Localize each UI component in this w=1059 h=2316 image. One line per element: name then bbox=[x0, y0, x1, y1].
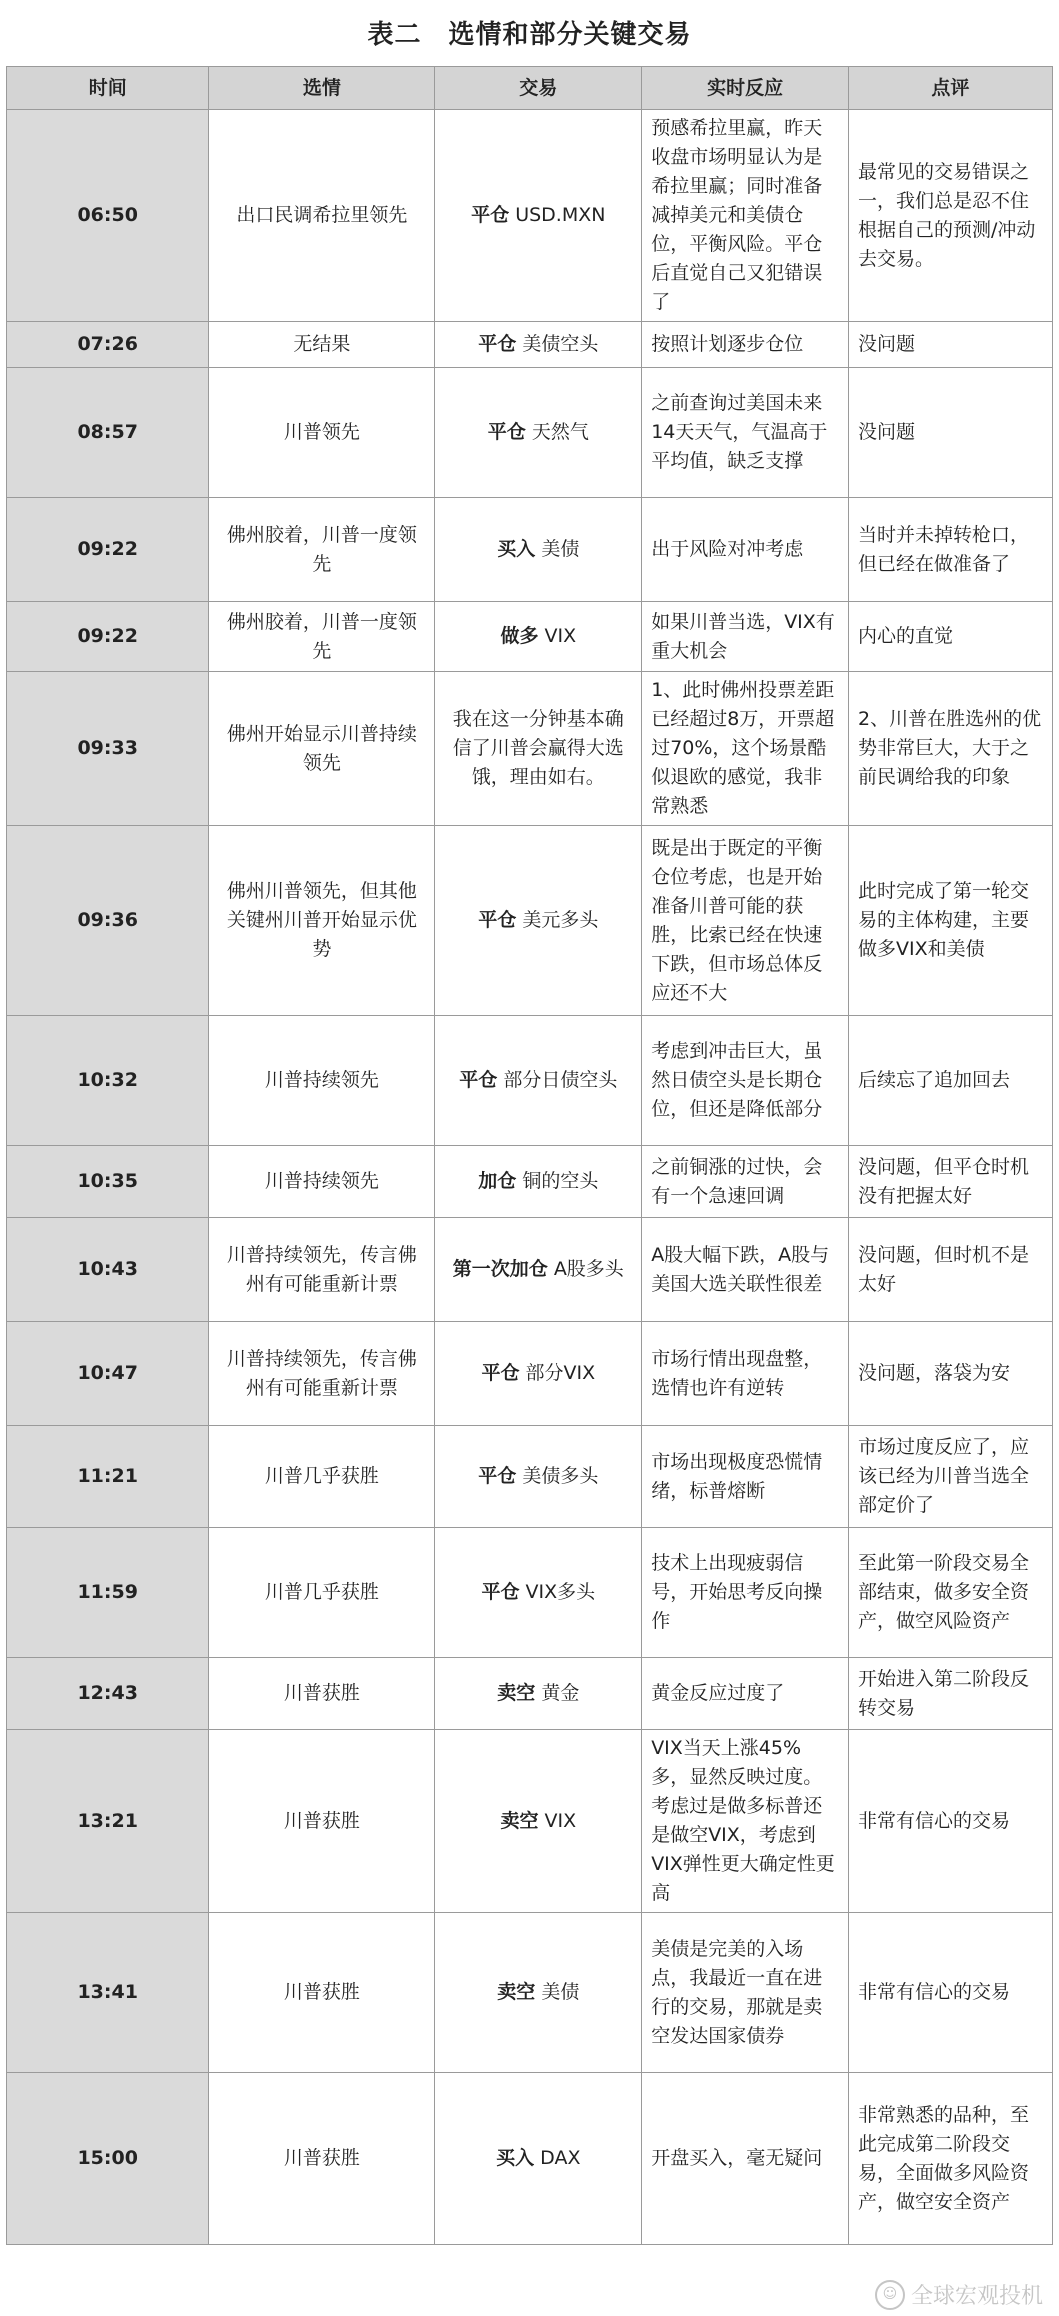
table-row bbox=[7, 2073, 1053, 2245]
trade-target: 天然气 bbox=[531, 421, 589, 443]
page-title: 表二 选情和部分关键交易 bbox=[367, 20, 692, 50]
comment-cell: 内心的直觉 bbox=[848, 602, 1052, 672]
trade-target: VIX bbox=[544, 625, 577, 647]
reaction-cell: A股大幅下跌，A股与美国大选关联性很差 bbox=[642, 1218, 849, 1322]
time-cell: 06:50 bbox=[7, 110, 209, 322]
trade-target: 部分VIX bbox=[525, 1362, 596, 1384]
trade-target: 美债 bbox=[541, 538, 580, 560]
time-cell: 12:43 bbox=[7, 1658, 209, 1730]
trade-cell bbox=[435, 1016, 642, 1146]
reaction-cell: 之前查询过美国未来14天天气，气温高于平均值，缺乏支撑 bbox=[642, 368, 849, 498]
trade-cell bbox=[435, 1146, 642, 1218]
reaction-cell: 预感希拉里赢，昨天收盘市场明显认为是希拉里赢；同时准备减掉美元和美债仓位，平衡风险。平仓后直觉自己又犯错误了 bbox=[642, 110, 849, 322]
comment-cell: 没问题 bbox=[848, 368, 1052, 498]
time-cell: 10:35 bbox=[7, 1146, 209, 1218]
trade-target: VIX多头 bbox=[525, 1581, 596, 1603]
time-cell: 10:47 bbox=[7, 1322, 209, 1426]
table-row bbox=[7, 1322, 1053, 1426]
comment-cell: 没问题，但时机不是太好 bbox=[848, 1218, 1052, 1322]
trade-cell bbox=[435, 1528, 642, 1658]
trade-cell bbox=[435, 672, 642, 826]
trade-target: 美债空头 bbox=[522, 333, 599, 355]
reaction-cell: 美债是完美的入场点，我最近一直在进行的交易，那就是卖空发达国家债券 bbox=[642, 1913, 849, 2073]
table-row bbox=[7, 368, 1053, 498]
trade-action: 平仓 bbox=[478, 1465, 517, 1487]
table-row bbox=[7, 1730, 1053, 1913]
time-cell: 09:22 bbox=[7, 498, 209, 602]
comment-cell: 市场过度反应了，应该已经为川普当选全部定价了 bbox=[848, 1426, 1052, 1528]
time-cell: 13:21 bbox=[7, 1730, 209, 1913]
trade-target: 我在这一分钟基本确信了川普会赢得大选饿，理由如右。 bbox=[452, 708, 624, 788]
trade-cell bbox=[435, 1218, 642, 1322]
trade-cell bbox=[435, 1426, 642, 1528]
time-cell: 07:26 bbox=[7, 322, 209, 368]
trade-target: DAX bbox=[540, 2147, 581, 2169]
comment-cell: 没问题 bbox=[848, 322, 1052, 368]
comment-cell: 开始进入第二阶段反转交易 bbox=[848, 1658, 1052, 1730]
comment-cell: 非常有信心的交易 bbox=[848, 1730, 1052, 1913]
reaction-cell: 如果川普当选，VIX有重大机会 bbox=[642, 602, 849, 672]
trades-table bbox=[6, 66, 1053, 2245]
situation-cell: 佛州川普领先，但其他关键州川普开始显示优势 bbox=[209, 826, 435, 1016]
reaction-cell: 出于风险对冲考虑 bbox=[642, 498, 849, 602]
time-cell: 10:43 bbox=[7, 1218, 209, 1322]
reaction-cell: 之前铜涨的过快，会有一个急速回调 bbox=[642, 1146, 849, 1218]
table-header-row bbox=[7, 67, 1053, 110]
trade-target: 美元多头 bbox=[522, 909, 599, 931]
situation-cell: 佛州胶着，川普一度领先 bbox=[209, 602, 435, 672]
trade-target: 黄金 bbox=[541, 1682, 580, 1704]
comment-cell: 没问题，但平仓时机没有把握太好 bbox=[848, 1146, 1052, 1218]
trade-action: 平仓 bbox=[481, 1581, 520, 1603]
reaction-cell: 考虑到冲击巨大，虽然日债空头是长期仓位，但还是降低部分 bbox=[642, 1016, 849, 1146]
trade-target: 美债 bbox=[541, 1981, 580, 2003]
trade-action: 平仓 bbox=[478, 909, 517, 931]
trade-cell bbox=[435, 602, 642, 672]
reaction-cell: 既是出于既定的平衡仓位考虑，也是开始准备川普可能的获胜，比索已经在快速下跌，但市场总体反应还不大 bbox=[642, 826, 849, 1016]
trade-cell bbox=[435, 368, 642, 498]
trade-cell bbox=[435, 2073, 642, 2245]
reaction-cell: 1、此时佛州投票差距已经超过8万，开票超过70%，这个场景酷似退欧的感觉，我非常熟悉 bbox=[642, 672, 849, 826]
reaction-cell: 市场行情出现盘整，选情也许有逆转 bbox=[642, 1322, 849, 1426]
trade-cell bbox=[435, 826, 642, 1016]
comment-cell: 至此第一阶段交易全部结束，做多安全资产，做空风险资产 bbox=[848, 1528, 1052, 1658]
comment-cell: 非常有信心的交易 bbox=[848, 1913, 1052, 2073]
comment-cell: 当时并未掉转枪口，但已经在做准备了 bbox=[848, 498, 1052, 602]
time-cell: 10:32 bbox=[7, 1016, 209, 1146]
trade-action: 平仓 bbox=[481, 1362, 520, 1384]
situation-cell: 川普持续领先 bbox=[209, 1016, 435, 1146]
time-cell: 09:33 bbox=[7, 672, 209, 826]
table-row bbox=[7, 1146, 1053, 1218]
situation-cell: 川普持续领先，传言佛州有可能重新计票 bbox=[209, 1218, 435, 1322]
column-header-comment: 点评 bbox=[848, 67, 1052, 110]
table-row bbox=[7, 672, 1053, 826]
watermark bbox=[875, 2279, 1043, 2310]
reaction-cell: VIX当天上涨45%多，显然反映过度。考虑过是做多标普还是做空VIX，考虑到VIX弹性更大确定性更高 bbox=[642, 1730, 849, 1913]
situation-cell: 川普持续领先，传言佛州有可能重新计票 bbox=[209, 1322, 435, 1426]
comment-cell: 后续忘了追加回去 bbox=[848, 1016, 1052, 1146]
table-row bbox=[7, 1016, 1053, 1146]
column-header-situation: 选情 bbox=[209, 67, 435, 110]
comment-cell: 2、川普在胜选州的优势非常巨大，大于之前民调给我的印象 bbox=[848, 672, 1052, 826]
comment-cell: 非常熟悉的品种，至此完成第二阶段交易，全面做多风险资产，做空安全资产 bbox=[848, 2073, 1052, 2245]
column-header-trade: 交易 bbox=[435, 67, 642, 110]
trade-action: 买入 bbox=[497, 538, 536, 560]
trade-target: VIX bbox=[544, 1809, 577, 1832]
trade-cell bbox=[435, 1913, 642, 2073]
watermark-text: 全球宏观投机 bbox=[910, 2284, 1043, 2309]
trade-cell bbox=[435, 322, 642, 368]
reaction-cell: 开盘买入，毫无疑问 bbox=[642, 2073, 849, 2245]
trade-cell bbox=[435, 498, 642, 602]
time-cell: 09:22 bbox=[7, 602, 209, 672]
trade-cell bbox=[435, 1730, 642, 1913]
trade-action: 卖空 bbox=[500, 1809, 539, 1832]
time-cell: 08:57 bbox=[7, 368, 209, 498]
table-row bbox=[7, 498, 1053, 602]
trade-action: 第一次加仓 bbox=[452, 1258, 548, 1280]
trade-action: 卖空 bbox=[497, 1981, 536, 2003]
trade-action: 加仓 bbox=[478, 1170, 517, 1192]
table-body bbox=[7, 110, 1053, 2245]
trade-cell bbox=[435, 1322, 642, 1426]
table-row bbox=[7, 1528, 1053, 1658]
reaction-cell: 按照计划逐步仓位 bbox=[642, 322, 849, 368]
time-cell: 13:41 bbox=[7, 1913, 209, 2073]
time-cell: 11:59 bbox=[7, 1528, 209, 1658]
situation-cell: 川普领先 bbox=[209, 368, 435, 498]
time-cell: 11:21 bbox=[7, 1426, 209, 1528]
reaction-cell: 技术上出现疲弱信号，开始思考反向操作 bbox=[642, 1528, 849, 1658]
trade-action: 做多 bbox=[500, 625, 539, 647]
situation-cell: 无结果 bbox=[209, 322, 435, 368]
comment-cell: 没问题，落袋为安 bbox=[848, 1322, 1052, 1426]
trade-action: 卖空 bbox=[497, 1682, 536, 1704]
situation-cell: 川普持续领先 bbox=[209, 1146, 435, 1218]
situation-cell: 川普获胜 bbox=[209, 2073, 435, 2245]
table-row bbox=[7, 1426, 1053, 1528]
time-cell: 09:36 bbox=[7, 826, 209, 1016]
table-row bbox=[7, 322, 1053, 368]
table-row bbox=[7, 602, 1053, 672]
column-header-reaction: 实时反应 bbox=[642, 67, 849, 110]
situation-cell: 佛州开始显示川普持续领先 bbox=[209, 672, 435, 826]
trade-action: 买入 bbox=[496, 2147, 535, 2169]
trade-action: 平仓 bbox=[471, 204, 510, 226]
table-row bbox=[7, 110, 1053, 322]
trade-target: A股多头 bbox=[553, 1258, 624, 1280]
comment-cell: 最常见的交易错误之一，我们总是忍不住根据自己的预测/冲动去交易。 bbox=[848, 110, 1052, 322]
table-row bbox=[7, 1218, 1053, 1322]
wechat-icon: ☺ bbox=[875, 2280, 905, 2310]
situation-cell: 川普获胜 bbox=[209, 1913, 435, 2073]
trade-action: 平仓 bbox=[459, 1069, 498, 1091]
trade-action: 平仓 bbox=[478, 333, 517, 355]
situation-cell: 佛州胶着，川普一度领先 bbox=[209, 498, 435, 602]
trade-target: USD.MXN bbox=[515, 204, 606, 226]
reaction-cell: 黄金反应过度了 bbox=[642, 1658, 849, 1730]
table-row bbox=[7, 826, 1053, 1016]
situation-cell: 川普几乎获胜 bbox=[209, 1426, 435, 1528]
situation-cell: 川普获胜 bbox=[209, 1730, 435, 1913]
table-row bbox=[7, 1658, 1053, 1730]
situation-cell: 川普几乎获胜 bbox=[209, 1528, 435, 1658]
reaction-cell: 市场出现极度恐慌情绪，标普熔断 bbox=[642, 1426, 849, 1528]
comment-cell: 此时完成了第一轮交易的主体构建，主要做多VIX和美债 bbox=[848, 826, 1052, 1016]
column-header-time: 时间 bbox=[7, 67, 209, 110]
trade-target: 美债多头 bbox=[522, 1465, 599, 1487]
situation-cell: 出口民调希拉里领先 bbox=[209, 110, 435, 322]
situation-cell: 川普获胜 bbox=[209, 1658, 435, 1730]
trade-action: 平仓 bbox=[487, 421, 526, 443]
trade-cell bbox=[435, 110, 642, 322]
trade-cell bbox=[435, 1658, 642, 1730]
table-row bbox=[7, 1913, 1053, 2073]
trade-target: 部分日债空头 bbox=[503, 1069, 618, 1091]
trade-target: 铜的空头 bbox=[522, 1170, 599, 1192]
time-cell: 15:00 bbox=[7, 2073, 209, 2245]
